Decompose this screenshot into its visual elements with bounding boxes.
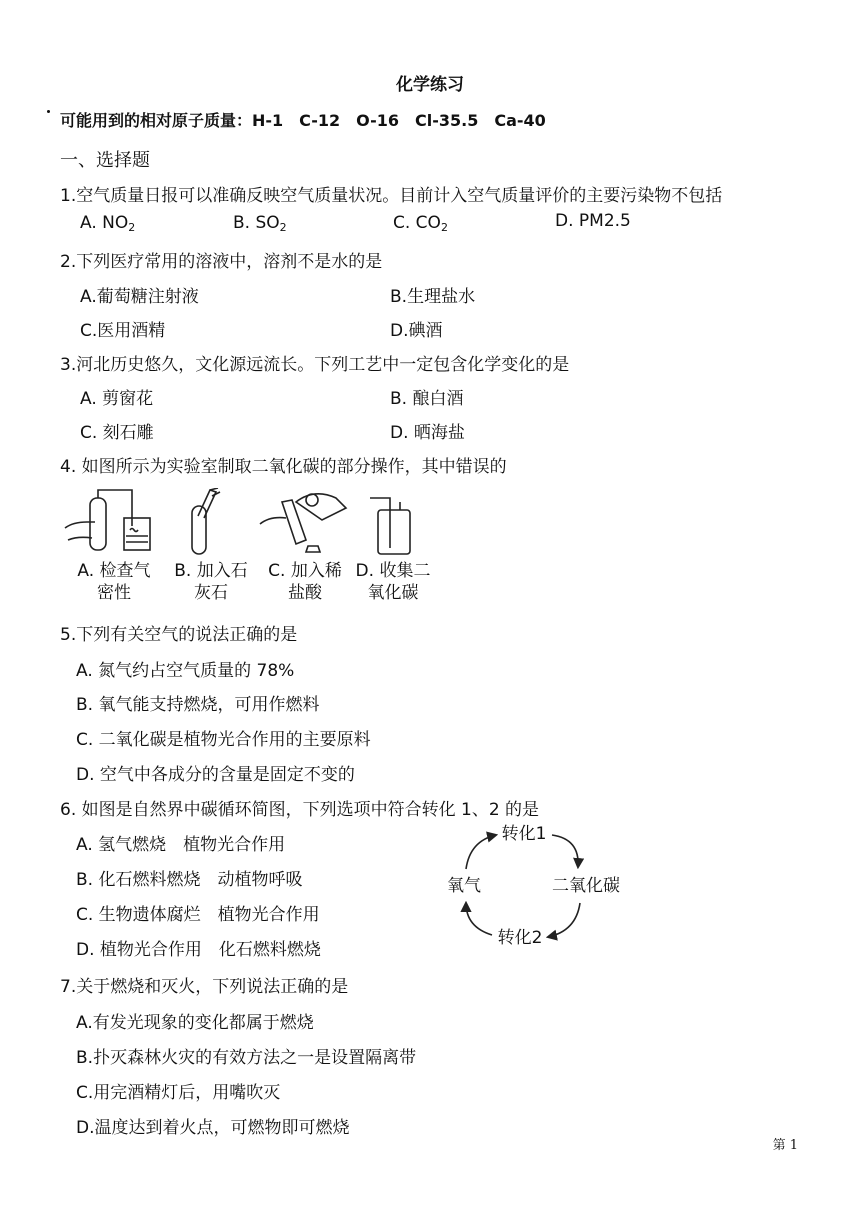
question-3-stem: 3.河北历史悠久，文化源远流长。下列工艺中一定包含化学变化的是 xyxy=(60,355,570,375)
question-3-option-a: A. 剪窗花 xyxy=(80,389,154,409)
arrow-left-top xyxy=(466,835,496,869)
adding-limestone-apparatus xyxy=(192,488,220,554)
question-7-option-c: C.用完酒精灯后，用嘴吹灭 xyxy=(76,1083,281,1103)
section-heading: 一、选择题 xyxy=(60,150,150,171)
atomic-mass-note: 可能用到的相对原子质量：H-1 C-12 O-16 Cl-35.5 Ca-40 xyxy=(60,111,546,130)
question-6-option-b: B. 化石燃料燃烧 动植物呼吸 xyxy=(76,870,303,890)
question-2-option-b: B.生理盐水 xyxy=(390,287,476,307)
question-1-option-c: C. $CO_2$ xyxy=(393,213,448,234)
question-3-option-d: D. 晒海盐 xyxy=(390,423,465,443)
carbon-cycle-diagram xyxy=(430,815,650,955)
cycle-label-left: 氧气 xyxy=(447,876,481,896)
scan-speck xyxy=(47,110,50,113)
question-7-stem: 7.关于燃烧和灭火，下列说法正确的是 xyxy=(60,977,349,997)
question-5-option-c: C. 二氧化碳是植物光合作用的主要原料 xyxy=(76,730,371,750)
question-4-stem: 4. 如图所示为实验室制取二氧化碳的部分操作，其中错误的 xyxy=(60,457,507,477)
question-6-option-c: C. 生物遗体腐烂 植物光合作用 xyxy=(76,905,320,925)
cycle-label-top: 转化1 xyxy=(501,824,547,844)
collecting-co2-apparatus xyxy=(370,498,410,554)
arrow-right-bottom xyxy=(548,903,580,937)
lab-apparatus-figure xyxy=(60,488,460,558)
question-1-option-b: B. $SO_2$ xyxy=(233,213,287,234)
question-2-stem: 2.下列医疗常用的溶液中，溶剂不是水的是 xyxy=(60,252,383,272)
apparatus-caption-c: C. 加入稀 盐酸 xyxy=(268,561,342,603)
apparatus-caption-a: A. 检查气 密性 xyxy=(77,561,151,603)
arrow-top-right xyxy=(552,835,578,867)
question-5-stem: 5.下列有关空气的说法正确的是 xyxy=(60,625,298,645)
cycle-label-right: 二氧化碳 xyxy=(552,876,620,896)
question-1-option-a: A. $NO_2$ xyxy=(80,213,136,234)
arrow-bottom-left xyxy=(466,903,492,935)
question-3-option-c: C. 刻石雕 xyxy=(80,423,154,443)
adding-dilute-acid-apparatus xyxy=(260,494,346,552)
question-6-option-d: D. 植物光合作用 化石燃料燃烧 xyxy=(76,940,321,960)
cycle-label-bottom: 转化2 xyxy=(497,928,543,948)
apparatus-caption-d: D. 收集二 氧化碳 xyxy=(355,561,431,603)
question-6-stem: 6. 如图是自然界中碳循环简图，下列选项中符合转化 1、2 的是 xyxy=(60,800,540,820)
question-1-stem: 1.空气质量日报可以准确反映空气质量状况。目前计入空气质量评价的主要污染物不包括 xyxy=(60,186,723,206)
page-title: 化学练习 xyxy=(396,75,464,95)
question-5-option-b: B. 氧气能支持燃烧，可用作燃料 xyxy=(76,695,320,715)
question-5-option-d: D. 空气中各成分的含量是固定不变的 xyxy=(76,765,355,785)
question-2-option-a: A.葡萄糖注射液 xyxy=(80,287,199,307)
question-5-option-a: A. 氮气约占空气质量的 78% xyxy=(76,661,295,681)
question-2-option-c: C.医用酒精 xyxy=(80,321,166,341)
airtightness-check-apparatus xyxy=(65,490,150,550)
question-7-option-a: A.有发光现象的变化都属于燃烧 xyxy=(76,1013,314,1033)
question-7-option-d: D.温度达到着火点，可燃物即可燃烧 xyxy=(76,1118,350,1138)
question-7-option-b: B.扑灭森林火灾的有效方法之一是设置隔离带 xyxy=(76,1048,417,1068)
question-6-option-a: A. 氢气燃烧 植物光合作用 xyxy=(76,835,286,855)
question-3-option-b: B. 酿白酒 xyxy=(390,389,464,409)
question-2-option-d: D.碘酒 xyxy=(390,321,443,341)
page-number: 第 1 xyxy=(772,1138,798,1153)
apparatus-caption-b: B. 加入石 灰石 xyxy=(174,561,248,603)
question-1-option-d: D. PM2.5 xyxy=(555,211,631,231)
